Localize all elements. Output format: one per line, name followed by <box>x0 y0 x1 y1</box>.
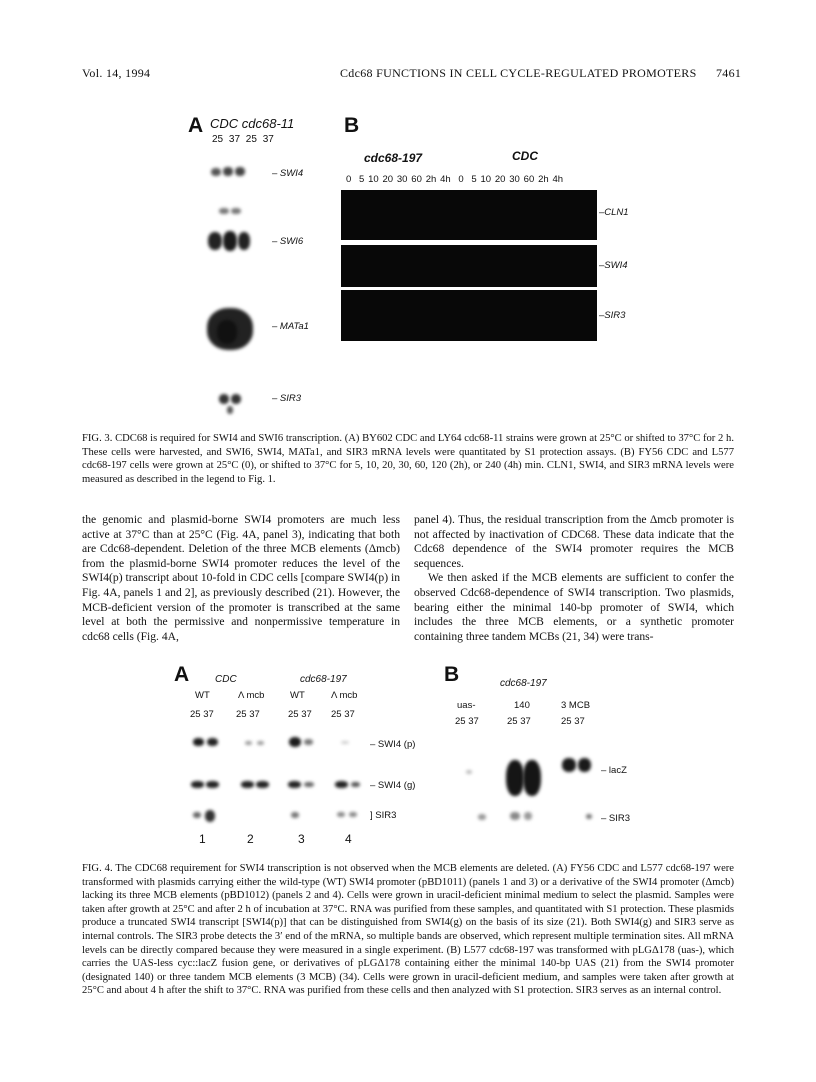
fig4-a-group-3: WT <box>290 690 305 701</box>
fig4-b-lacz-label: – lacZ <box>601 765 627 776</box>
fig4-b-group-1: uas- <box>457 700 476 711</box>
body-left-column: the genomic and plasmid-borne SWI4 promoters are much less active at 37°C than at 25°C (Fig. 4A, panel 3), indicating that both are Cdc68-dependent. Deletion of the three MCB elements (Δmcb) from the plasmid-borne SWI4 promoter reduces the level of the SWI4(p) transcript about 10-fold in CDC cells [compare SWI4(p) in Fig. 4A, panels 1 and 2], as previously described (21). However, the MCB-deficient version of the promoter is transcribed at the same level at both the permissive and nonpermissive temperature in cdc68 cells (Fig. 4A, <box>82 513 400 643</box>
fig4-a-temps-1: 25 37 <box>190 709 214 720</box>
fig3-panel-b-letter: B <box>344 114 360 137</box>
fig4-b-temps-3: 25 37 <box>561 716 585 727</box>
fig4-a-gel <box>185 722 365 842</box>
fig3-b-gel-swi4 <box>341 245 597 287</box>
fig3-a-mata1-label: – MATa1 <box>272 321 309 332</box>
fig4-b-group-3: 3 MCB <box>561 700 591 711</box>
fig3-a-sir3-label: – SIR3 <box>272 393 302 404</box>
fig4-panel-a-letter: A <box>174 663 190 686</box>
fig3-b-swi4-label: –SWI4 <box>599 260 628 271</box>
fig4-a-panel-number-3: 3 <box>298 832 305 846</box>
fig3-a-temps: 25 37 25 37 <box>212 134 274 145</box>
fig3-b-sir3-label: –SIR3 <box>599 310 626 321</box>
fig3-caption: FIG. 3. CDC68 is required for SWI4 and SWI6 transcription. (A) BY602 CDC and LY64 cdc68-11 strains were grown at 25°C or shifted to 37°C for 2 h. These cells were harvested, and SWI6, SWI4, MATa1, and SIR3 mRNA levels were quantitated by S1 protection assays. (B) FY56 CDC and L577 cdc68-197 cells were grown at 25°C (0), or shifted to 37°C for 5, 10, 20, 30, 60, 120 (2h), or 240 (4h) min. CLN1, SWI4, and SIR3 mRNA levels were measured as described in the legend to Fig. 1. <box>82 433 734 485</box>
fig4-b-group-2: 140 <box>514 700 530 711</box>
fig4-a-swi4g-label: – SWI4 (g) <box>370 780 416 791</box>
body-right-column <box>414 513 734 644</box>
fig3-b-gel-sir3 <box>341 290 597 341</box>
fig3-a-swi6-label: – SWI6 <box>272 236 304 247</box>
fig4-b-strain: cdc68-197 <box>500 678 547 689</box>
fig3-a-swi4-label: – SWI4 <box>272 168 304 179</box>
fig4-a-panel-number-4: 4 <box>345 832 352 846</box>
fig4-a-strain2: cdc68-197 <box>300 674 347 685</box>
fig4-b-sir3-label: – SIR3 <box>601 813 631 824</box>
fig4-a-group-4: Λ mcb <box>331 690 358 701</box>
fig4-a-swi4p-label: – SWI4 (p) <box>370 739 416 750</box>
page-number: 7461 <box>716 66 742 80</box>
fig4-a-panel-number-2: 2 <box>247 832 254 846</box>
fig3-b-strain1: cdc68-197 <box>364 151 423 165</box>
fig3-a-gel <box>205 150 267 420</box>
fig3-b-strain2: CDC <box>512 149 538 163</box>
fig4-a-strain1: CDC <box>215 674 237 685</box>
fig3-b-gel-cln1 <box>341 190 597 240</box>
fig4-a-temps-3: 25 37 <box>288 709 312 720</box>
fig3-b-cln1-label: –CLN1 <box>599 207 629 218</box>
fig4-caption: FIG. 4. The CDC68 requirement for SWI4 transcription is not observed when the MCB elements are deleted. (A) FY56 CDC and L577 cdc68-197 were transformed with plasmids carrying either the wild-type (WT) SWI4 promoter (pBD1011) (panels 1 and 3) or a derivative of the SWI4 promoter (Δmcb) lacking its three MCB elements (pBD1012) (panels 2 and 4). Cells were grown in uracil-deficient minimal medium to select the plasmid. Samples were taken after growth at 25°C and after 2 h of incubation at 37°C. RNA was purified from these samples, and quantitated with S1 protection. These plasmids produce a truncated SWI4 transcript [SWI4(p)] that can be distinguished from SWI4(g) on the basis of its size (21). Both SWI4(g) and SIR3 serve as internal controls. The SIR3 probe detects the 3′ end of the mRNA, so multiple bands are observed, which represent multiple termination sites. All mRNA levels can be directly compared because they were measured in a single experiment. (B) L577 cdc68-197 was transformed with pLGΔ178 (uas-), which carries the UAS-less cyc::lacZ fusion gene, or derivatives of pLGΔ178 containing either the minimal 140-bp UAS (21) from the SWI4 promoter (designated 140) or three tandem MCB elements (3 MCB) (34). Cells were grown in uracil-deficient medium, and samples were taken after growth at 25°C and about 4 h after the shift to 37°C. RNA was purified from these cells and then analyzed with S1 protection. SIR3 serves as an internal control. <box>82 863 734 997</box>
fig4-a-group-2: Λ mcb <box>238 690 265 701</box>
fig4-b-temps-1: 25 37 <box>455 716 479 727</box>
body-right-paragraph-2: We then asked if the MCB elements are sufficient to confer the observed Cdc68-dependence of SWI4 transcription. Two plasmids, bearing either the minimal 140-bp promoter of SWI4, which includes the three MCB elements, or a synthetic promoter containing three tandem MCBs (21, 34) were trans- <box>414 571 734 643</box>
fig4-b-temps-2: 25 37 <box>507 716 531 727</box>
fig3-a-strains: CDC cdc68-11 <box>210 116 295 131</box>
running-header-title: Cdc68 FUNCTIONS IN CELL CYCLE-REGULATED PROMOTERS <box>340 66 697 80</box>
fig3-panel-a-letter: A <box>188 114 204 137</box>
body-right-paragraph-1: panel 4). Thus, the residual transcription from the Δmcb promoter is not affected by inactivation of CDC68. These data indicate that the Cdc68 dependence of the SWI4 promoter requires the MCB sequences. <box>414 513 734 570</box>
fig4-a-sir3-label: ] SIR3 <box>370 810 397 821</box>
fig4-a-group-1: WT <box>195 690 210 701</box>
fig4-panel-b-letter: B <box>444 663 460 686</box>
fig4-a-panel-number-1: 1 <box>199 832 206 846</box>
fig3-b-times: 0 5 10 20 30 60 2h 4h 0 5 10 20 30 60 2h 4h <box>346 174 564 185</box>
figure-3 <box>0 0 816 420</box>
fig4-b-gel <box>450 730 600 840</box>
fig4-a-temps-4: 25 37 <box>331 709 355 720</box>
running-header-left: Vol. 14, 1994 <box>82 66 151 80</box>
figure-4 <box>0 660 816 860</box>
fig4-a-temps-2: 25 37 <box>236 709 260 720</box>
